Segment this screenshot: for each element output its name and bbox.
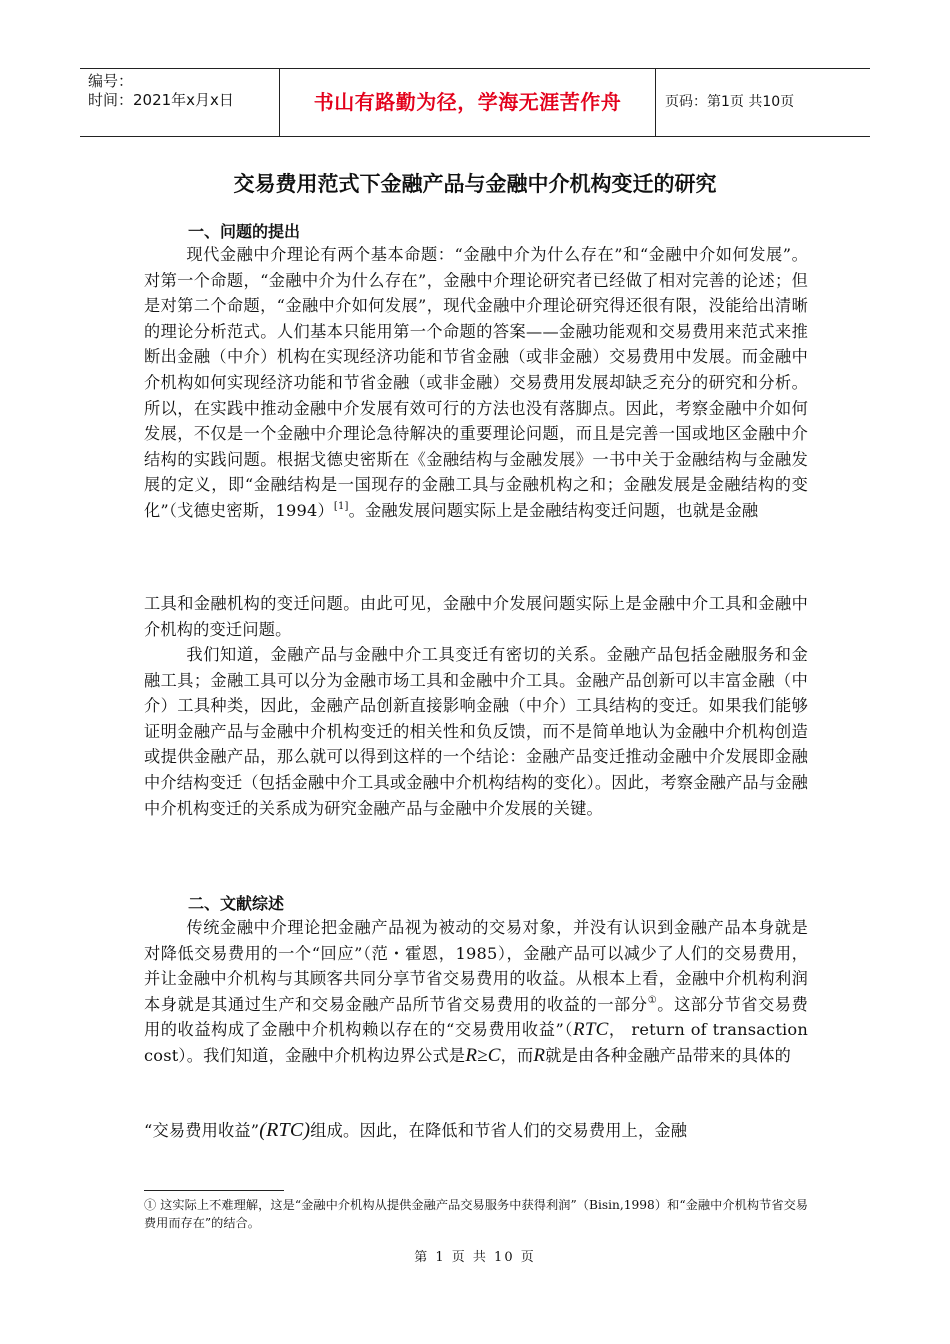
footnote-ref: ① bbox=[647, 994, 658, 1006]
para-text: 。这部分节省交易费用的收益构成了金融中介机构赖以存在的“交易费用收益”（ bbox=[144, 994, 808, 1040]
math-rtc: RTC bbox=[573, 1019, 609, 1041]
section-2-heading: 二、文献综述 bbox=[188, 894, 285, 913]
section-2-paragraph-1 bbox=[144, 915, 808, 1069]
para-text: 传统金融中介理论把金融产品视为被动的交易对象，并没有认识到金融产品本身就是对降低交易费用的一个“回应”（范・霍恩，1985），金融产品可以减少了人们的交易费用，并让金融中介机构与其顾客共同分享节省交易费用的收益。从根本上看，金融中介机构利润本身就是其通过生产和交易金融产品所节省交易费用的收益的一部分 bbox=[144, 918, 808, 1014]
para-text: 就是由各种金融产品带来的具体的 bbox=[545, 1045, 792, 1065]
section-1-paragraph-1 bbox=[144, 242, 808, 524]
math-rtc-paren: (RTC) bbox=[259, 1119, 311, 1141]
footnote-divider bbox=[144, 1190, 284, 1191]
para-text: ， return of transaction cost）。我们知道，金融中介机构边界公式是 bbox=[144, 1020, 808, 1065]
citation-ref: [1] bbox=[333, 500, 349, 512]
para-text: 现代金融中介理论有两个基本命题：“金融中介为什么存在”和“金融中介如何发展”。对第一个命题，“金融中介为什么存在”，金融中介理论研究者已经做了相对完善的论述；但是对第二个命题，“金融中介如何发展”，现代金融中介理论研究得还很有限，没能给出清晰的理论分析范式。人们基本只能用第一个命题的答案——金融功能观和交易费用来范式来推断出金融（中介）机构在实现经济功能和节省金融（或非金融）交易费用中发展。而金融中介机构如何实现经济功能和节省金融（或非金融）交易费用发展却缺乏充分的研究和分析。所以，在实践中推动金融中介发展有效可行的方法也没有落脚点。因此，考察金融中介如何发展，不仅是一个金融中介理论急待解决的重要理论问题，而且是完善一国或地区金融中介结构的实践问题。根据戈德史密斯在《金融结构与金融发展》一书中关于金融结构与金融发展的定义，即“金融结构是一国现存的金融工具与金融机构之和；金融发展是金融结构的变化”（戈德史密斯，1994） bbox=[144, 245, 808, 520]
document-title: 交易费用范式下金融产品与金融中介机构变迁的研究 bbox=[233, 172, 717, 196]
para-text: ，而 bbox=[500, 1045, 534, 1065]
para-text: 我们知道，金融产品与金融中介工具变迁有密切的关系。金融产品包括金融服务和金融工具；金融工具可以分为金融市场工具和金融中介工具。金融产品创新可以丰富金融（中介）工具种类，因此，金融产品创新直接影响金融（中介）工具结构的变迁。如果我们能够证明金融产品与金融中介机构变迁的相关性和负反馈，而不是简单地认为金融中介机构创造或提供金融产品，那么就可以得到这样的一个结论：金融产品变迁推动金融中介发展即金融中介结构变迁（包括金融中介工具或金融中介机构结构的变化）。因此，考察金融产品与金融中介机构变迁的关系成为研究金融产品与金融中介发展的关键。 bbox=[144, 645, 808, 818]
math-r: R bbox=[533, 1044, 546, 1066]
section-1-paragraph-1-cont: 工具和金融机构的变迁问题。由此可见，金融中介发展问题实际上是金融中介工具和金融中介机构的变迁问题。 bbox=[144, 594, 808, 639]
para-text: “交易费用收益” bbox=[144, 1121, 260, 1140]
header-motto: 书山有路勤为径，学海无涯苦作舟 bbox=[279, 69, 656, 136]
header-page-info: 页码：第1页 共10页 bbox=[665, 94, 795, 110]
time-label: 时间：2021年x月x日 bbox=[88, 91, 234, 109]
para-text: 组成。因此，在降低和节省人们的交易费用上，金融 bbox=[310, 1121, 688, 1140]
section-1-paragraph-2 bbox=[144, 642, 808, 821]
header-table bbox=[80, 68, 870, 137]
math-boundary-formula: R≥C bbox=[465, 1044, 501, 1066]
para-text: 。金融发展问题实际上是金融结构变迁问题，也就是金融 bbox=[348, 500, 759, 520]
section-1-heading: 一、问题的提出 bbox=[188, 222, 301, 241]
serial-label: 编号： bbox=[88, 72, 134, 90]
page-number: 第 1 页 共 10 页 bbox=[414, 1250, 536, 1265]
footnote: ① 这实际上不难理解，这是“金融中介机构从提供金融产品交易服务中获得利润”（Bisin,1998）和“金融中介机构节省交易费用而存在”的结合。 bbox=[144, 1198, 808, 1230]
header-meta bbox=[80, 69, 279, 136]
section-2-paragraph-1-cont bbox=[144, 1118, 808, 1144]
